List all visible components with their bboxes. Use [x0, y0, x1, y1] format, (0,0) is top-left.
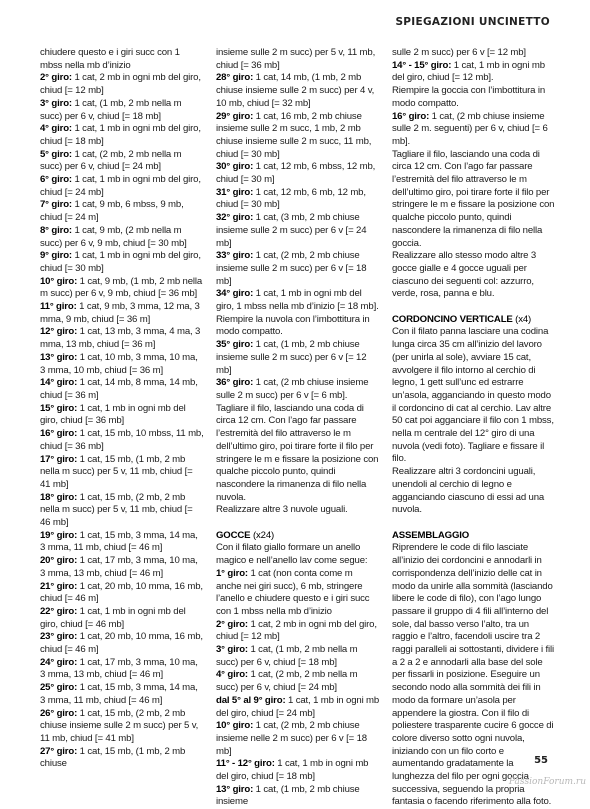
instruction-text: 1 cat, 1 mb in ogni mb del giro, chiud [= 24 mb] — [40, 174, 201, 198]
round-label: 10° giro: — [40, 275, 78, 287]
round-instruction — [216, 250, 380, 288]
round-label: 20° giro: — [40, 555, 78, 567]
round-instruction — [216, 212, 380, 250]
instruction-paragraph — [392, 47, 556, 60]
round-label: 22° giro: — [40, 605, 78, 617]
instruction-paragraph — [392, 466, 556, 517]
instruction-text: 1 cat, (2 mb chiuse insieme sulle 2 m. seguenti) per 6 v, chiud [= 6 mb]. — [392, 110, 548, 147]
instruction-text: 1 cat, 17 mb, 3 mma, 10 ma, 3 mma, 13 mb, chiud [= 46 m] — [40, 555, 198, 579]
round-label: 17° giro: — [40, 453, 78, 465]
round-instruction — [216, 377, 380, 402]
round-label: 1° giro: — [216, 567, 248, 579]
instruction-text: Riprendere le code di filo lasciate all’inizio dei cordoncini e annodarli in corrispondenza dell’inizio delle cat in modo da unirle alla sommità (lasciando libere le code di filo), con l’ago lungo passare il gruppo di 4 fili all’interno del sole, dal basso verso l’alto, tra un raggio e l’altro, facendoli uscire tra 2 raggi paralleli ai sottostanti, dividere i fili a 2 a 2 e annodarli alla base del sole per fissarli in posizione. Eseguire un secondo nodo alla sommità dei fili in modo da formare un’asola per appendere la giostra. Con il filo di poliestere trasparente cucire 6 gocce di colore diverso sotto ogni nuvola, iniziando con un filo corto e aumentando gradatamente la lunghezza del filo per ogni goccia successiva, seguendo la propria fantasia o facendo riferimento alla foto. — [392, 542, 554, 808]
instruction-text: Con il filato panna lasciare una codina lunga circa 35 cm all’inizio del lavoro (per unirla al sole), avviare 15 cat, avvolgere il filo intorno al cerchio di legno, 1 gett sull’unc ed estrarre un’asola, agganciando in questo modo il cordoncino di cat al cerchio. Lav altre 50 cat poi agganciare il filo con 1 mbss, nella m centrale del 12° giro di una nuvola (vedi foto). Tagliare e fissare il filo. — [392, 326, 554, 465]
instruction-paragraph — [216, 542, 380, 567]
round-label: 35° giro: — [216, 339, 254, 351]
round-instruction — [40, 428, 204, 453]
instruction-paragraph — [216, 403, 380, 505]
round-label: 14° giro: — [40, 377, 78, 389]
round-instruction — [40, 199, 204, 224]
round-instruction — [40, 72, 204, 97]
instruction-text: 1 cat, 1 mb in ogni mb del giro, chiud [= 18 mb] — [216, 758, 369, 783]
text-column-middle — [216, 47, 380, 808]
round-instruction — [40, 657, 204, 682]
text-column-left — [40, 47, 204, 777]
round-instruction — [216, 111, 380, 162]
instruction-paragraph — [392, 149, 556, 251]
instruction-text: 1 cat, 20 mb, 10 mma, 16 mb, chiud [= 46 m] — [40, 631, 203, 656]
instruction-text: Tagliare il filo, lasciando una coda di circa 12 cm. Con l’ago far passare l’estremità del filo attraverso le m dell’ultimo giro, poi tirare forte il filo per stringere le m e fissare la posizione con qualche piccolo punto, quindi nascondere la rimanenza di filo nella nuvola. — [216, 402, 379, 503]
instruction-text: 1 cat, 15 mb, 10 mbss, 11 mb, chiud [= 36 mb] — [40, 428, 204, 452]
round-instruction — [216, 644, 380, 669]
round-instruction — [40, 708, 204, 746]
round-instruction — [40, 174, 204, 199]
instruction-text: sulle 2 m succ) per 6 v [= 12 mb] — [392, 47, 526, 58]
instruction-text: 1 cat, (1 mb, 2 mb nella m succ) per 6 v, chiud [= 18 mb] — [216, 644, 358, 668]
instruction-text: 1 cat, 2 mb in ogni mb del giro, chiud [= 12 mb] — [216, 618, 377, 643]
round-label: 19° giro: — [40, 529, 78, 541]
round-label: 4° giro: — [216, 669, 248, 681]
round-label: 16° giro: — [392, 110, 430, 122]
round-instruction — [40, 530, 204, 555]
instruction-text: 1 cat, 20 mb, 10 mma, 16 mb, chiud [= 46 m] — [40, 580, 203, 605]
round-instruction — [40, 581, 204, 606]
round-label: 7° giro: — [40, 199, 72, 211]
instruction-text: Realizzare altre 3 nuvole uguali. — [216, 504, 348, 516]
instruction-text: 1 cat, 12 mb, 6 mb, 12 mb, chiud [= 30 mb] — [216, 186, 366, 211]
round-instruction — [40, 377, 204, 402]
round-label: 26° giro: — [40, 707, 78, 719]
instruction-text: Con il filato giallo formare un anello magico e nell’anello lav come segue: — [216, 542, 368, 567]
round-label: 11° - 12° giro: — [216, 758, 275, 770]
instruction-text: 1 cat, 9 mb, (1 mb, 2 mb nella m succ) per 6 v, 9 mb, chiud [= 36 mb] — [40, 275, 203, 300]
heading-count: (x24) — [250, 529, 275, 541]
round-label: 34° giro: — [216, 288, 254, 300]
round-label: 23° giro: — [40, 631, 78, 643]
instruction-text: 1 cat, (1 mb, 2 mb chiuse insieme — [216, 783, 360, 808]
round-instruction — [216, 187, 380, 212]
instruction-text: 1 cat, 9 mb, 6 mbss, 9 mb, chiud [= 24 m] — [40, 199, 184, 224]
round-instruction — [40, 250, 204, 275]
instruction-text: 1 cat, 1 mb in ogni mb del giro, chiud [= 24 mb] — [216, 694, 380, 719]
round-label: 32° giro: — [216, 212, 254, 224]
round-instruction — [216, 339, 380, 377]
round-instruction — [216, 758, 380, 783]
section-heading — [216, 530, 380, 543]
section-heading — [392, 314, 556, 327]
round-instruction — [40, 631, 204, 656]
round-label: 2° giro: — [216, 618, 248, 630]
round-label: 11° giro: — [40, 301, 77, 313]
round-label: 9° giro: — [40, 250, 72, 262]
instruction-text: 1 cat, (3 mb, 2 mb chiuse insieme sulle 2 m succ) per 6 v [= 24 mb] — [216, 212, 367, 249]
round-instruction — [216, 720, 380, 758]
round-instruction — [216, 669, 380, 694]
instruction-text: 1 cat, 9 mb, (2 mb nella m succ) per 6 v, 9 mb, chiud [= 30 mb] — [40, 224, 187, 249]
paragraph-spacer — [392, 517, 556, 530]
round-label: 3° giro: — [40, 97, 72, 109]
round-instruction — [392, 111, 556, 149]
section-header: SPIEGAZIONI UNCINETTO — [395, 16, 550, 28]
instruction-text: 1 cat, 15 mb, 3 mma, 14 ma, 3 mma, 11 mb, chiud [= 46 m] — [40, 682, 198, 706]
instruction-text: chiudere questo e i giri succ con 1 mbss nella mb d’inizio — [40, 47, 180, 71]
instruction-text: 1 cat, (1 mb, 2 mb nella m succ) per 6 v, chiud [= 18 mb] — [40, 97, 182, 122]
round-instruction — [216, 784, 380, 809]
round-label: dal 5° al 9° giro: — [216, 694, 286, 706]
round-instruction — [40, 606, 204, 631]
round-instruction — [40, 276, 204, 301]
instruction-text: 1 cat, 1 mb in ogni mb del giro, chiud [= 12 mb]. — [392, 59, 545, 84]
round-label: 3° giro: — [216, 644, 248, 656]
instruction-text: Realizzare altri 3 cordoncini uguali, unendoli al cerchio di legno e agganciando ciascuno di essi ad una nuvola. — [392, 466, 545, 516]
round-instruction — [40, 454, 204, 492]
heading-text: ASSEMBLAGGIO — [392, 529, 470, 541]
round-instruction — [40, 225, 204, 250]
instruction-text: 1 cat, (1 mb, 2 mb chiuse insieme sulle 2 m succ) per 6 v [= 12 mb] — [216, 339, 367, 376]
instruction-text: 1 cat (non conta come m anche nei giri succ), 6 mb, stringere l’anello e chiudere questo e i giri succ con 1 mbss nella mb d’inizio — [216, 567, 370, 617]
round-label: 36° giro: — [216, 377, 254, 389]
round-instruction — [40, 746, 204, 771]
paragraph-spacer — [216, 517, 380, 530]
round-instruction — [40, 555, 204, 580]
round-label: 25° giro: — [40, 682, 78, 694]
instruction-text: 1 cat, 9 mb, 3 mma, 12 ma, 3 mma, 9 mb, chiud [= 36 m] — [40, 301, 200, 325]
heading-text: GOCCE — [216, 529, 251, 541]
instruction-text: 1 cat, (2 mb, 2 mb chiuse insieme sulle 2 m succ) per 6 v [= 18 mb] — [216, 250, 367, 287]
round-instruction — [40, 98, 204, 123]
round-instruction — [216, 161, 380, 186]
instruction-text: Riempire la nuvola con l’imbottitura in modo compatto. — [216, 313, 370, 338]
round-label: 15° giro: — [40, 402, 78, 414]
round-label: 27° giro: — [40, 745, 78, 757]
round-instruction — [216, 619, 380, 644]
round-label: 28° giro: — [216, 72, 254, 84]
heading-count: (x4) — [512, 313, 532, 325]
round-instruction — [40, 492, 204, 530]
round-label: 8° giro: — [40, 224, 72, 236]
instruction-text: 1 cat, 13 mb, 3 mma, 4 ma, 3 mma, 13 mb, chiud [= 36 m] — [40, 326, 201, 351]
instruction-text: 1 cat, 15 mb, 3 mma, 14 ma, 3 mma, 11 mb, chiud [= 46 m] — [40, 529, 198, 554]
round-label: 10° giro: — [216, 720, 254, 732]
round-label: 2° giro: — [40, 72, 72, 84]
instruction-text: 1 cat, (2 mb chiuse insieme sulle 2 m succ) per 6 v [= 6 mb]. — [216, 377, 369, 401]
instruction-text: 1 cat, (2 mb, 2 mb chiuse insieme nelle 2 m succ) per 6 v [= 18 mb] — [216, 720, 367, 757]
instruction-text: 1 cat, 10 mb, 3 mma, 10 ma, 3 mma, 10 mb, chiud [= 36 m] — [40, 351, 198, 376]
instruction-text: 1 cat, 16 mb, 2 mb chiuse insieme sulle 2 m succ, 1 mb, 2 mb chiuse insieme sulle 2 m succ, 11 mb, chiud [= 30 mb] — [216, 110, 372, 160]
instruction-text: insieme sulle 2 m succ) per 5 v, 11 mb, chiud [= 36 mb] — [216, 47, 376, 71]
round-label: 12° giro: — [40, 326, 78, 338]
round-instruction — [40, 352, 204, 377]
round-label: 30° giro: — [216, 161, 254, 173]
instruction-paragraph — [216, 47, 380, 72]
instruction-text: Tagliare il filo, lasciando una coda di circa 12 cm. Con l’ago far passare l’estremità del filo attraverso le m dell’ultimo giro, poi tirare forte il filo per stringere le m e fissare la posizione con qualche piccolo punto, quindi nascondere la rimanenza di filo nella goccia. — [392, 148, 555, 249]
instruction-text: Realizzare allo stesso modo altre 3 gocce gialle e 4 gocce uguali per ciascuno dei seguenti col: azzurro, verde, rosa, panna e blu. — [392, 250, 537, 300]
instruction-paragraph — [40, 47, 204, 72]
instruction-text: Riempire la goccia con l’imbottitura in modo compatto. — [392, 85, 546, 109]
instruction-text: 1 cat, 14 mb, (1 mb, 2 mb chiuse insieme sulle 2 m succ) per 4 v, 10 mb, chiud [= 32 mb] — [216, 72, 375, 109]
instruction-text: 1 cat, 15 mb, (2 mb, 2 mb nella m succ) per 5 v, 11 mb, chiud [= 46 mb] — [40, 491, 193, 529]
round-label: 24° giro: — [40, 656, 78, 668]
round-label: 29° giro: — [216, 110, 254, 122]
instruction-text: 1 cat, 12 mb, 6 mbss, 12 mb, chiud [= 30 m] — [216, 161, 376, 186]
round-label: 33° giro: — [216, 250, 254, 262]
instruction-paragraph — [216, 504, 380, 517]
round-instruction — [216, 695, 380, 720]
round-label: 16° giro: — [40, 428, 78, 440]
round-instruction — [40, 403, 204, 428]
paragraph-spacer — [392, 301, 556, 314]
page-number: 55 — [534, 755, 548, 766]
round-instruction — [216, 568, 380, 619]
instruction-text: 1 cat, 17 mb, 3 mma, 10 ma, 3 mma, 13 mb, chiud [= 46 m] — [40, 656, 198, 681]
round-instruction — [40, 123, 204, 148]
instruction-text: 1 cat, 1 mb in ogni mb del giro, chiud [= 36 mb] — [40, 402, 186, 427]
round-label: 13° giro: — [40, 351, 78, 363]
instruction-text: 1 cat, 1 mb in ogni mb del giro, chiud [= 30 mb] — [40, 250, 201, 274]
round-instruction — [40, 149, 204, 174]
round-instruction — [216, 72, 380, 110]
round-label: 5° giro: — [40, 148, 72, 160]
round-instruction — [40, 301, 204, 326]
round-instruction — [216, 288, 380, 313]
round-label: 14° - 15° giro: — [392, 59, 452, 71]
instruction-paragraph — [392, 250, 556, 301]
instruction-text: 1 cat, 14 mb, 8 mma, 14 mb, chiud [= 36 m] — [40, 377, 198, 401]
instruction-paragraph — [392, 326, 556, 466]
instruction-text: 1 cat, (2 mb, 2 mb nella m succ) per 6 v, chiud [= 24 mb] — [40, 148, 182, 173]
section-heading — [392, 530, 556, 543]
round-label: 13° giro: — [216, 783, 254, 795]
round-label: 18° giro: — [40, 491, 78, 503]
instruction-text: 1 cat, 1 mb in ogni mb del giro, chiud [= 46 mb] — [40, 605, 186, 630]
instruction-paragraph — [216, 314, 380, 339]
round-label: 4° giro: — [40, 123, 72, 135]
round-label: 21° giro: — [40, 580, 78, 592]
heading-text: CORDONCINO VERTICALE — [392, 313, 513, 325]
round-instruction — [392, 60, 556, 85]
instruction-text: 1 cat, 15 mb, (1 mb, 2 mb nella m succ) per 5 v, 11 mb, chiud [= 41 mb] — [40, 453, 193, 490]
instruction-text: 1 cat, 15 mb, (2 mb, 2 mb chiuse insieme sulle 2 m succ) per 5 v, 11 mb, chiud [= 41 mb] — [40, 707, 199, 744]
instruction-text: 1 cat, (2 mb, 2 mb nella m succ) per 6 v, chiud [= 24 mb] — [216, 669, 358, 694]
watermark: PassionForum.ru — [508, 777, 586, 787]
round-label: 31° giro: — [216, 186, 254, 198]
round-instruction — [40, 326, 204, 351]
instruction-paragraph — [392, 542, 556, 809]
instruction-text: 1 cat, 1 mb in ogni mb del giro, chiud [= 18 mb] — [40, 123, 201, 147]
instruction-text: 1 cat, 1 mb in ogni mb del giro, 1 mbss nella mb d’inizio [= 18 mb]. — [216, 288, 379, 313]
instruction-text: 1 cat, 15 mb, (1 mb, 2 mb chiuse — [40, 745, 186, 770]
instruction-text: 1 cat, 2 mb in ogni mb del giro, chiud [= 12 mb] — [40, 72, 201, 97]
round-label: 6° giro: — [40, 174, 72, 186]
round-instruction — [40, 682, 204, 707]
instruction-paragraph — [392, 85, 556, 110]
